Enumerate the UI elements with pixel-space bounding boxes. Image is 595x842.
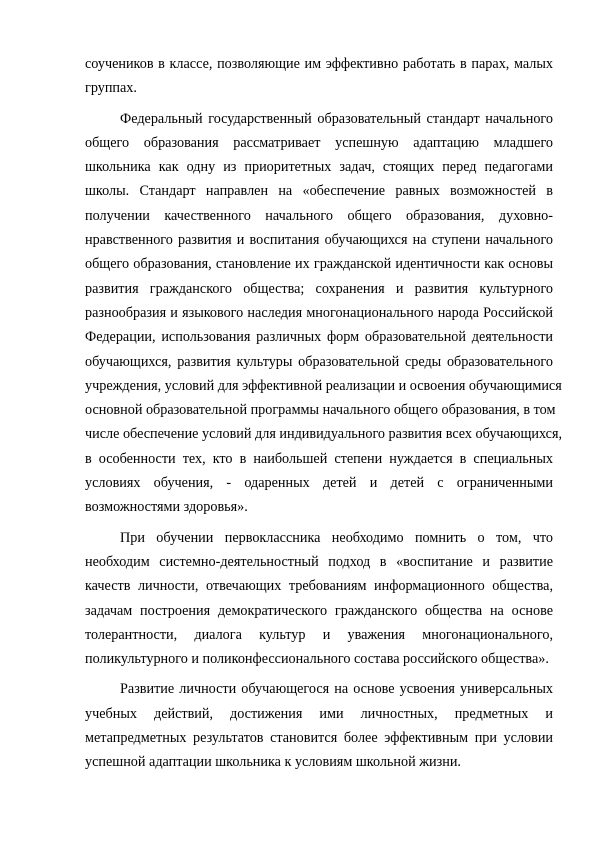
- text-line: задачам построения демократического гражданского общества на основе: [85, 602, 553, 619]
- text-line: необходим системно-деятельностный подход в «воспитание и развитие: [85, 553, 553, 570]
- text-line: толерантности, диалога культур и уважения многонационального,: [85, 626, 553, 643]
- paragraph-first-grader: [85, 526, 553, 672]
- text-line: успешной адаптации школьника к условиям школьной жизни.: [85, 754, 461, 771]
- text-line: метапредметных результатов становится более эффективным при условии: [85, 730, 553, 747]
- text-line: качеств личности, отвечающих требованиям информационного общества,: [85, 578, 553, 595]
- text-line: возможностями здоровья».: [85, 499, 248, 516]
- text-line: получении качественного начального общего образования, духовно-: [85, 207, 553, 224]
- text-line: условиях обучения, - одаренных детей и детей с ограниченными: [85, 475, 553, 492]
- text-line: Федерации, использования различных форм образовательной деятельности: [85, 329, 553, 346]
- document-page: [85, 52, 563, 775]
- text-line: учреждения, условий для эффективной реализации и освоения обучающимися: [85, 377, 562, 394]
- text-line: группах.: [85, 80, 137, 97]
- text-line: нравственного развития и воспитания обучающихся на ступени начального: [85, 232, 553, 249]
- text-line: развития гражданского общества; сохранения и развития культурного: [85, 280, 553, 297]
- paragraph-standard: [85, 107, 563, 520]
- paragraph-continuation: [85, 52, 553, 101]
- paragraph-personal-development: [85, 677, 553, 774]
- text-line: в особенности тех, кто в наибольшей степени нуждается в специальных: [85, 450, 553, 467]
- text-line: соучеников в классе, позволяющие им эффективно работать в парах, малых: [85, 56, 553, 72]
- text-line: обучающихся, развития культуры образовательной среды образовательного: [85, 353, 553, 370]
- text-line: школы. Стандарт направлен на «обеспечение равных возможностей в: [85, 183, 553, 200]
- text-line: учебных действий, достижения ими личностных, предметных и: [85, 705, 553, 722]
- text-line: поликультурного и поликонфессионального состава российского общества».: [85, 651, 549, 668]
- text-line: Развитие личности обучающегося на основе усвоения универсальных: [120, 681, 553, 698]
- text-line: общего образования, становление их гражданской идентичности как основы: [85, 256, 553, 273]
- text-line: разнообразия и языкового наследия многонационального народа Российской: [85, 304, 553, 321]
- text-line: При обучении первоклассника необходимо помнить о том, что: [120, 529, 553, 546]
- text-line: общего образования рассматривает успешную адаптацию младшего: [85, 134, 553, 151]
- text-line: основной образовательной программы начального общего образования, в том: [85, 402, 556, 419]
- text-line: Федеральный государственный образовательный стандарт начального: [120, 110, 553, 127]
- text-line: школьника как одну из приоритетных задач, стоящих перед педагогами: [85, 159, 553, 176]
- text-line: числе обеспечение условий для индивидуального развития всех обучающихся,: [85, 426, 563, 443]
